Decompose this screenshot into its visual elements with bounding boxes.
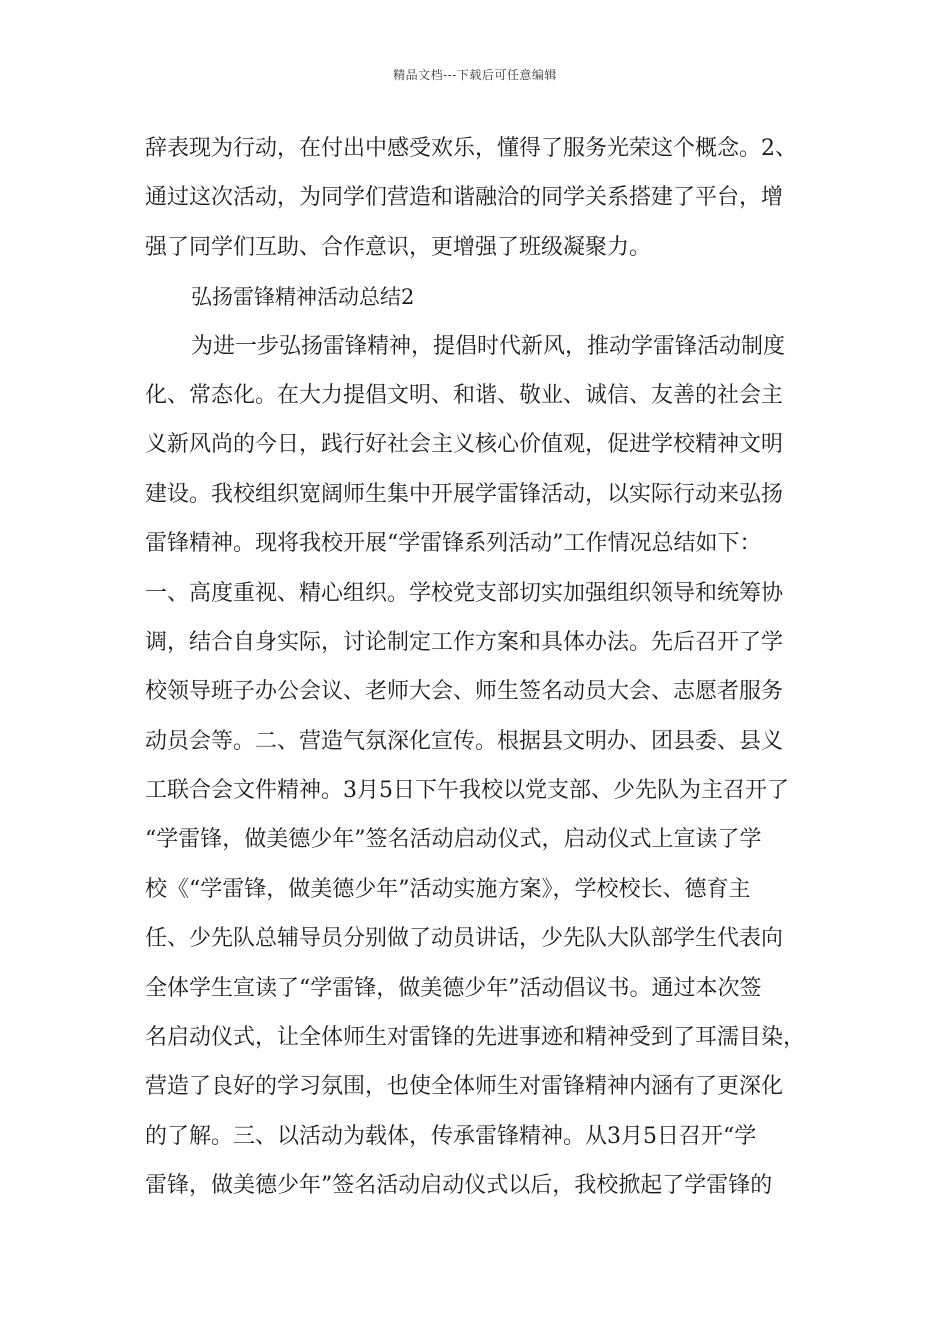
document-body <box>145 131 825 1218</box>
text-line: 化、常态化。在大力提倡文明、和谐、敬业、诚信、友善的社会主 <box>145 382 784 408</box>
text-line: “学雷锋，做美德少年”签名活动启动仪式，启动仪式上宣读了学 <box>145 827 762 853</box>
text-line: 的了解。三、以活动为载体，传承雷锋精神。从3月5日召开“学 <box>145 1123 757 1149</box>
text-line: 建设。我校组织宽阔师生集中开展学雷锋活动，以实际行动来弘扬 <box>145 481 784 507</box>
text-line: 通过这次活动，为同学们营造和谐融洽的同学关系搭建了平台，增 <box>145 185 784 211</box>
text-line: 动员会等。二、营造气氛深化宣传。根据县文明办、团县委、县义 <box>145 728 784 754</box>
section-title: 弘扬雷锋精神活动总结2 <box>191 285 415 310</box>
text-line: 义新风尚的今日，践行好社会主义核心价值观，促进学校精神文明 <box>145 432 784 458</box>
text-line: 强了同学们互助、合作意识，更增强了班级凝聚力。 <box>145 234 652 260</box>
text-line: 名启动仪式，让全体师生对雷锋的先进事迹和精神受到了耳濡目染， <box>145 1025 806 1051</box>
text-line: 校领导班子办公会议、老师大会、师生签名动员大会、志愿者服务 <box>145 679 784 705</box>
paragraph-first-line: 为进一步弘扬雷锋精神，提倡时代新风，推动学雷锋活动制度 <box>191 333 786 359</box>
text-line: 营造了良好的学习氛围，也使全体师生对雷锋精神内涵有了更深化 <box>145 1074 784 1100</box>
text-line: 全体学生宣读了“学雷锋，做美德少年”活动倡议书。通过本次签 <box>145 975 762 1001</box>
text-line: 辞表现为行动，在付出中感受欢乐，懂得了服务光荣这个概念。2、 <box>145 136 797 161</box>
text-line: 一、高度重视、精心组织。学校党支部切实加强组织领导和统筹协 <box>145 580 784 606</box>
text-line: 雷锋，做美德少年”签名活动启动仪式以后，我校掀起了学雷锋的 <box>145 1173 773 1199</box>
text-line: 任、少先队总辅导员分别做了动员讲话，少先队大队部学生代表向 <box>145 926 784 952</box>
text-line: 工联合会文件精神。3月5日下午我校以党支部、少先队为主召开了 <box>145 778 789 804</box>
page-header: 精品文档---下载后可任意编辑 <box>393 68 557 82</box>
text-line: 校《“学雷锋，做美德少年”活动实施方案》，学校校长、德育主 <box>145 876 751 902</box>
text-line: 调，结合自身实际，讨论制定工作方案和具体办法。先后召开了学 <box>145 629 784 655</box>
text-line: 雷锋精神。现将我校开展“学雷锋系列活动”工作情况总结如下： <box>145 531 762 557</box>
